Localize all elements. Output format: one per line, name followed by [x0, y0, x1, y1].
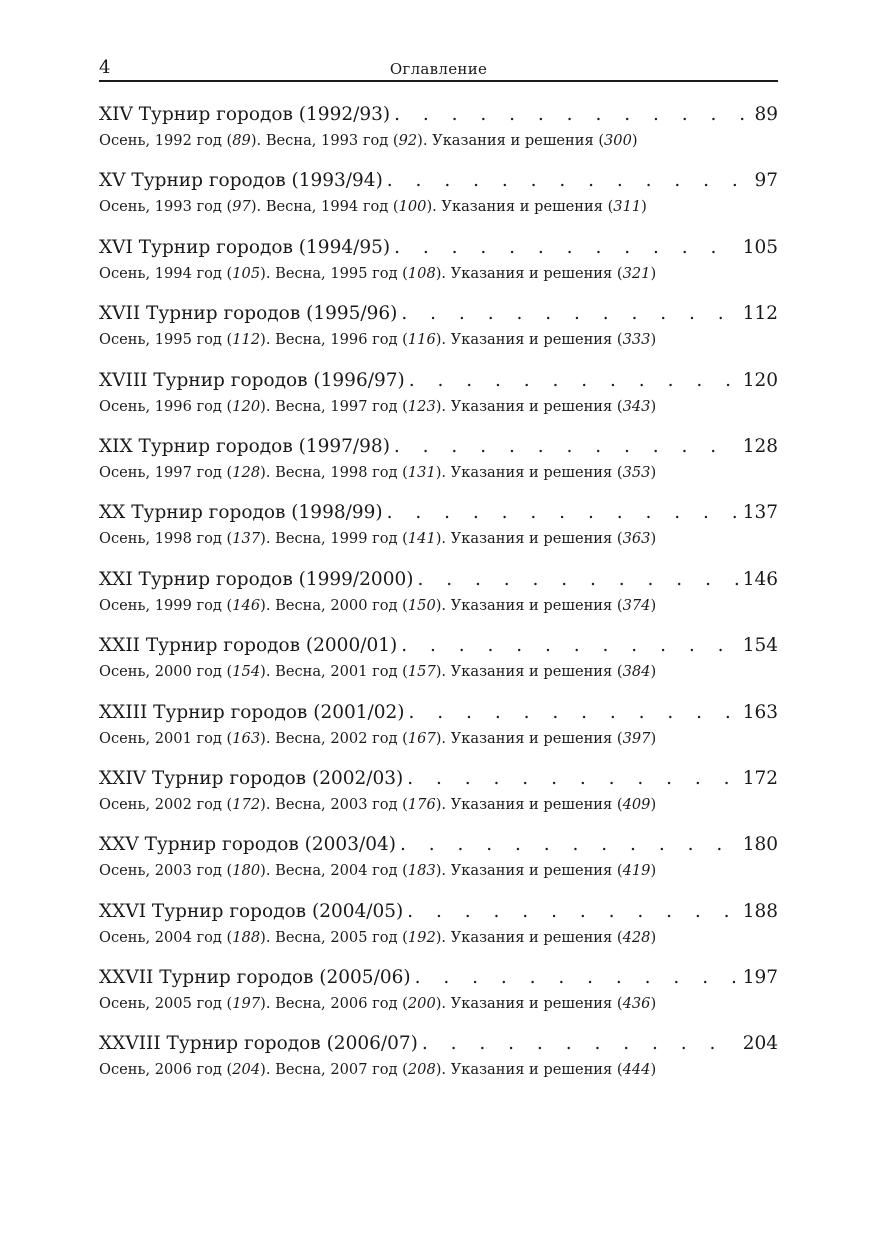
closing-paren: ): [650, 463, 657, 481]
solutions-page: 444: [622, 1061, 651, 1079]
solutions-label: ). Указания и решения (: [435, 862, 623, 880]
closing-paren: ): [650, 729, 657, 747]
toc-entry-heading[interactable]: [99, 102, 778, 128]
autumn-page: 172: [232, 795, 261, 813]
solutions-label: ). Указания и решения (: [417, 132, 605, 149]
autumn-label: Осень, 2005 год (: [99, 995, 233, 1013]
solutions-label: ). Указания и решения (: [435, 663, 623, 681]
dot-leader: [394, 434, 739, 460]
solutions-label: ). Указания и решения (: [435, 795, 623, 813]
toc-entry: [99, 965, 778, 1031]
solutions-page: 428: [622, 928, 651, 946]
toc-entry: [99, 832, 778, 898]
spring-page: 183: [407, 862, 436, 880]
autumn-label: Осень, 1999 год (: [99, 596, 233, 614]
closing-paren: ): [631, 132, 638, 149]
toc-entry-details: [99, 526, 778, 552]
autumn-page: 154: [232, 663, 261, 681]
solutions-label: ). Указания и решения (: [426, 198, 614, 216]
toc-entry: [99, 102, 778, 168]
toc-entry-heading[interactable]: [99, 700, 778, 726]
solutions-page: 436: [622, 995, 651, 1013]
toc-entry-heading[interactable]: [99, 633, 778, 659]
autumn-label: Осень, 2001 год (: [99, 729, 233, 747]
autumn-label: Осень, 1992 год (: [99, 132, 233, 149]
spring-page: 150: [407, 596, 436, 614]
dot-leader: [417, 567, 738, 593]
toc-entry-page: 197: [742, 967, 778, 989]
spring-label: ). Весна, 2006 год (: [260, 995, 408, 1013]
spring-page: 108: [407, 264, 436, 282]
solutions-page: 353: [622, 463, 651, 481]
solutions-label: ). Указания и решения (: [435, 596, 623, 614]
toc-entry-title: XV Турнир городов (1993/94): [99, 170, 383, 192]
toc-entry-page: 128: [742, 435, 778, 457]
dot-leader: [387, 168, 751, 194]
toc-entry: [99, 235, 778, 301]
toc-entry-heading[interactable]: [99, 1031, 778, 1057]
spring-label: ). Весна, 1999 год (: [260, 530, 408, 548]
page-number: 4: [99, 57, 111, 78]
toc-entry-heading[interactable]: [99, 965, 778, 991]
dot-leader: [401, 301, 738, 327]
toc-entry-details: [99, 261, 778, 287]
toc-entry-details: [99, 925, 778, 951]
spring-page: 208: [407, 1061, 436, 1079]
autumn-page: 112: [232, 331, 261, 349]
toc-entry-title: XVI Турнир городов (1994/95): [99, 236, 391, 258]
autumn-page: 188: [232, 928, 261, 946]
autumn-page: 120: [232, 397, 261, 415]
toc-entry-heading[interactable]: [99, 899, 778, 925]
toc-entry-page: 180: [742, 834, 778, 856]
toc-entry: [99, 567, 778, 633]
autumn-page: 204: [232, 1061, 261, 1079]
closing-paren: ): [650, 530, 657, 548]
autumn-label: Осень, 2004 год (: [99, 928, 233, 946]
table-of-contents: [99, 102, 778, 1098]
spring-label: ). Весна, 2002 год (: [260, 729, 408, 747]
solutions-page: 333: [622, 331, 651, 349]
dot-leader: [415, 965, 739, 991]
autumn-label: Осень, 2002 год (: [99, 795, 233, 813]
closing-paren: ): [650, 663, 657, 681]
toc-entry-heading[interactable]: [99, 301, 778, 327]
toc-entry: [99, 168, 778, 234]
toc-entry: [99, 700, 778, 766]
toc-entry-heading[interactable]: [99, 832, 778, 858]
spring-label: ). Весна, 2005 год (: [260, 928, 408, 946]
autumn-label: Осень, 1998 год (: [99, 530, 233, 548]
closing-paren: ): [650, 596, 657, 614]
dot-leader: [394, 235, 739, 261]
toc-entry-heading[interactable]: [99, 567, 778, 593]
closing-paren: ): [650, 862, 657, 880]
toc-entry-title: XX Турнир городов (1998/99): [99, 502, 383, 524]
closing-paren: ): [650, 264, 657, 282]
toc-entry: [99, 301, 778, 367]
solutions-page: 300: [604, 132, 632, 149]
solutions-label: ). Указания и решения (: [435, 331, 623, 349]
running-title: Оглавление: [389, 60, 488, 78]
spring-label: ). Весна, 1996 год (: [260, 331, 408, 349]
solutions-page: 311: [613, 198, 642, 216]
toc-entry-title: XXIII Турнир городов (2001/02): [99, 701, 405, 723]
toc-entry-page: 154: [742, 635, 778, 657]
dot-leader: [409, 368, 739, 394]
toc-entry-page: 89: [754, 104, 778, 125]
autumn-page: 146: [232, 596, 261, 614]
autumn-label: Осень, 2006 год (: [99, 1061, 233, 1079]
toc-entry-page: 137: [742, 502, 778, 524]
spring-label: ). Весна, 1995 год (: [260, 264, 408, 282]
toc-entry-page: 204: [742, 1033, 778, 1055]
spring-page: 116: [407, 331, 436, 349]
solutions-label: ). Указания и решения (: [435, 928, 623, 946]
toc-entry-title: XXI Турнир городов (1999/2000): [99, 568, 414, 590]
spring-label: ). Весна, 1998 год (: [260, 463, 408, 481]
toc-entry-details: [99, 194, 778, 220]
toc-entry: [99, 500, 778, 566]
spring-label: ). Весна, 2000 год (: [260, 596, 408, 614]
toc-entry-details: [99, 394, 778, 420]
solutions-page: 321: [622, 264, 651, 282]
toc-entry-title: XXIV Турнир городов (2002/03): [99, 767, 404, 789]
closing-paren: ): [650, 928, 657, 946]
autumn-page: 128: [232, 463, 261, 481]
autumn-label: Осень, 1996 год (: [99, 397, 233, 415]
closing-paren: ): [641, 198, 647, 216]
toc-entry-heading[interactable]: [99, 434, 778, 460]
spring-label: ). Весна, 2001 год (: [260, 663, 408, 681]
spring-label: ). Весна, 1997 год (: [260, 397, 408, 415]
toc-entry-details: [99, 792, 778, 818]
toc-entry-heading[interactable]: [99, 368, 778, 394]
spring-label: ). Весна, 2007 год (: [260, 1061, 408, 1079]
dot-leader: [409, 700, 739, 726]
spring-page: 131: [407, 463, 436, 481]
dot-leader: [394, 102, 750, 128]
solutions-page: 343: [622, 397, 651, 415]
solutions-label: ). Указания и решения (: [435, 397, 623, 415]
toc-entry-heading[interactable]: [99, 168, 778, 194]
autumn-page: 137: [232, 530, 261, 548]
toc-entry-page: 163: [742, 701, 778, 723]
solutions-label: ). Указания и решения (: [435, 729, 623, 747]
dot-leader: [407, 899, 738, 925]
toc-entry-details: [99, 593, 778, 619]
autumn-page: 180: [232, 862, 261, 880]
autumn-label: Осень, 1993 год (: [99, 198, 233, 216]
toc-entry-details: [99, 460, 778, 486]
toc-entry-title: XXVI Турнир городов (2004/05): [99, 900, 404, 922]
toc-entry-page: 172: [742, 767, 778, 789]
solutions-label: ). Указания и решения (: [435, 264, 623, 282]
toc-entry-heading[interactable]: [99, 500, 778, 526]
toc-entry-page: 97: [754, 170, 778, 192]
toc-entry-page: 112: [742, 303, 778, 325]
autumn-page: 197: [232, 995, 261, 1013]
spring-label: ). Весна, 1993 год (: [250, 132, 399, 149]
toc-entry-details: [99, 991, 778, 1017]
toc-entry-page: 188: [742, 900, 778, 922]
dot-leader: [387, 500, 739, 526]
toc-entry-details: [99, 128, 778, 154]
toc-entry-details: [99, 1057, 778, 1083]
toc-entry: [99, 899, 778, 965]
solutions-page: 409: [622, 795, 651, 813]
toc-entry-title: XIX Турнир городов (1997/98): [99, 435, 390, 457]
dot-leader: [400, 832, 739, 858]
autumn-page: 105: [232, 264, 261, 282]
book-page: [99, 56, 778, 1098]
spring-page: 157: [407, 663, 436, 681]
toc-entry-details: [99, 858, 778, 884]
running-head: [99, 56, 778, 82]
closing-paren: ): [650, 795, 657, 813]
closing-paren: ): [650, 397, 657, 415]
toc-entry-page: 146: [742, 568, 778, 590]
toc-entry-title: XIV Турнир городов (1992/93): [99, 104, 391, 125]
toc-entry-title: XXVIII Турнир городов (2006/07): [99, 1033, 418, 1055]
solutions-label: ). Указания и решения (: [435, 530, 623, 548]
toc-entry-details: [99, 327, 778, 353]
autumn-label: Осень, 1997 год (: [99, 463, 233, 481]
toc-entry-details: [99, 726, 778, 752]
spring-label: ). Весна, 2003 год (: [260, 795, 408, 813]
toc-entry-heading[interactable]: [99, 766, 778, 792]
toc-entry-title: XXII Турнир городов (2000/01): [99, 635, 398, 657]
solutions-page: 397: [622, 729, 651, 747]
toc-entry-page: 105: [742, 236, 778, 258]
dot-leader: [422, 1031, 739, 1057]
spring-page: 167: [407, 729, 436, 747]
solutions-label: ). Указания и решения (: [435, 1061, 623, 1079]
spring-label: ). Весна, 1994 год (: [250, 198, 399, 216]
autumn-label: Осень, 2000 год (: [99, 663, 233, 681]
toc-entry-details: [99, 659, 778, 685]
solutions-page: 419: [622, 862, 651, 880]
dot-leader: [407, 766, 738, 792]
solutions-label: ). Указания и решения (: [435, 995, 623, 1013]
autumn-label: Осень, 2003 год (: [99, 862, 233, 880]
dot-leader: [401, 633, 738, 659]
spring-page: 92: [398, 132, 418, 149]
spring-page: 200: [407, 995, 436, 1013]
spring-page: 100: [398, 198, 427, 216]
closing-paren: ): [650, 995, 657, 1013]
autumn-page: 163: [232, 729, 261, 747]
solutions-page: 384: [622, 663, 651, 681]
spring-page: 176: [407, 795, 436, 813]
toc-entry: [99, 633, 778, 699]
solutions-label: ). Указания и решения (: [435, 463, 623, 481]
spring-page: 192: [407, 928, 436, 946]
toc-entry-heading[interactable]: [99, 235, 778, 261]
autumn-page: 97: [232, 198, 251, 216]
autumn-label: Осень, 1995 год (: [99, 331, 233, 349]
spring-label: ). Весна, 2004 год (: [260, 862, 408, 880]
toc-entry: [99, 368, 778, 434]
solutions-page: 374: [622, 596, 651, 614]
toc-entry: [99, 1031, 778, 1097]
autumn-page: 89: [232, 132, 251, 149]
autumn-label: Осень, 1994 год (: [99, 264, 233, 282]
toc-entry-title: XXVII Турнир городов (2005/06): [99, 967, 411, 989]
toc-entry-title: XVIII Турнир городов (1996/97): [99, 369, 405, 391]
toc-entry: [99, 766, 778, 832]
toc-entry: [99, 434, 778, 500]
closing-paren: ): [650, 331, 657, 349]
solutions-page: 363: [622, 530, 651, 548]
toc-entry-title: XXV Турнир городов (2003/04): [99, 834, 396, 856]
toc-entry-title: XVII Турнир городов (1995/96): [99, 303, 398, 325]
toc-entry-page: 120: [742, 369, 778, 391]
spring-page: 141: [407, 530, 436, 548]
spring-page: 123: [407, 397, 436, 415]
closing-paren: ): [650, 1061, 657, 1079]
